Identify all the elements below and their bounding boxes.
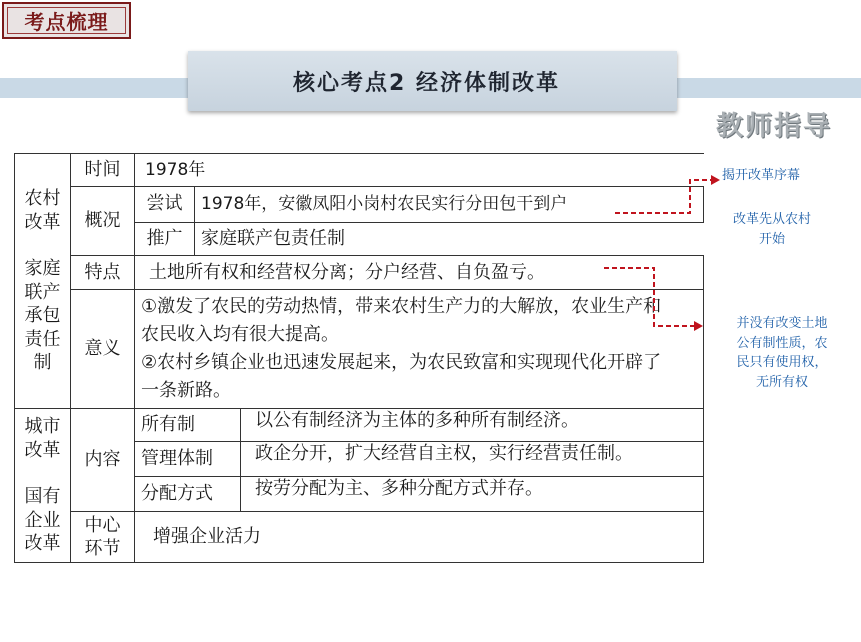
section-tag-label: 考点梳理 [24,10,109,34]
meaning-point-1: ①激发了农民的劳动热情，带来农村生产力的大解放，农业生产和农民收入均有很大提高。 [141,295,662,345]
table-row [15,408,704,442]
time-label: 时间 [71,154,135,187]
management-label: 管理体制 [135,442,241,477]
table-row [15,289,704,408]
center-label: 中心 环节 [71,511,135,562]
ownership-value: 以公有制经济为主体的多种所有制经济。 [241,408,704,442]
ownership-label: 所有制 [135,408,241,442]
trial-value: 1978年，安徽凤阳小岗村农民实行分田包干到户 [195,186,704,222]
note-rural-first: 改革先从农村 开始 [732,212,811,247]
teacher-guide-label: 教师指导 [716,111,832,142]
note-reform-prelude: 揭开改革序幕 [722,168,801,183]
table-row [15,256,704,290]
trial-label: 尝试 [135,186,195,222]
distribution-value: 按劳分配为主、多种分配方式并存。 [241,477,704,512]
table-row [15,154,704,187]
content-label: 内容 [71,408,135,511]
center-value: 增强企业活力 [135,511,704,562]
management-value: 政企分开，扩大经营自主权，实行经营责任制。 [241,442,704,477]
overview-label: 概况 [71,186,135,256]
title-banner [188,51,677,111]
section-tag [2,2,131,39]
table-row [15,186,704,222]
time-value: 1978年 [135,154,704,187]
table-row [15,511,704,562]
banner-title: 核心考点2 经济体制改革 [293,71,560,96]
feature-value: 土地所有权和经营权分离；分户经营、自负盈亏。 [135,256,704,290]
extend-value: 家庭联产包责任制 [195,222,704,256]
urban-side-label: 城市 改革 国有 企业 改革 [15,408,71,562]
meaning-cell [135,289,704,408]
feature-label: 特点 [71,256,135,290]
meaning-point-2: ②农村乡镇企业也迅速发展起来，为农民致富和实现现代化开辟了一条新路。 [141,351,662,401]
arrowhead-1 [711,175,720,185]
extend-label: 推广 [135,222,195,256]
rural-side-label: 农村 改革 家庭 联产 承包 责任 制 [15,154,71,409]
distribution-label: 分配方式 [135,477,241,512]
note-land-ownership: 并没有改变土地 公有制性质，农 民只有使用权， 无所有权 [736,316,828,390]
reform-table [14,153,704,563]
meaning-label: 意义 [71,289,135,408]
